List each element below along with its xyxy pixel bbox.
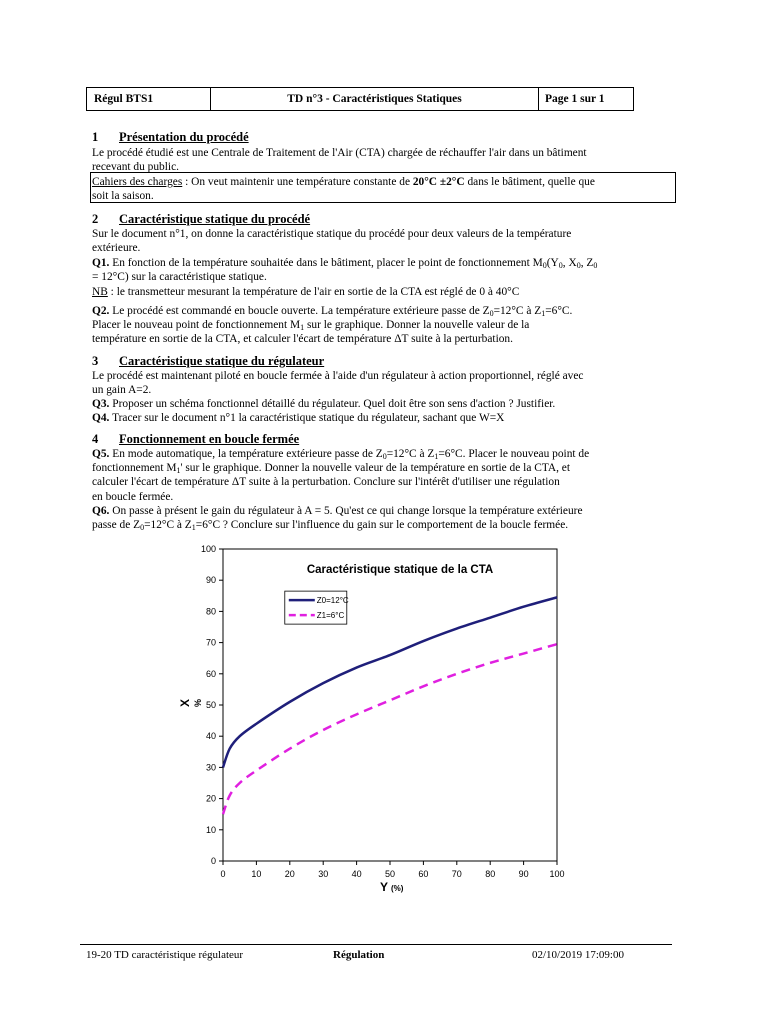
legend-label: Z0=12°C	[316, 596, 349, 606]
y-tick-label: 30	[205, 762, 216, 773]
section-2-intro: Sur le document n°1, on donne la caractéristique statique du procédé pour deux valeurs de la température extérieure.	[92, 228, 572, 255]
x-tick-label: 40	[351, 869, 362, 879]
y-axis-label: X	[178, 698, 192, 708]
section-3-intro: Le procédé est maintenant piloté en boucle fermée à l'aide d'un régulateur à action proportionnel, réglé avec un gain A=2.	[92, 370, 584, 397]
y-tick-label: 40	[205, 731, 216, 742]
chart-title: Caractéristique statique de la CTA	[306, 564, 494, 576]
section-1-intro: Le procédé étudié est une Centrale de Traitement de l'Air (CTA) chargée de réchauffer l'air dans un bâtiment recevant du public.	[92, 147, 587, 174]
section-3-heading: 3 Caractéristique statique du régulateur	[92, 354, 325, 368]
cta-static-characteristic-chart	[180, 540, 580, 910]
x-tick-label: 10	[251, 869, 262, 879]
y-tick-label: 60	[205, 668, 216, 679]
y-tick-label: 20	[205, 793, 216, 804]
x-tick-label: 60	[418, 869, 429, 879]
x-tick-label: 0	[220, 869, 226, 879]
x-tick-label: 30	[318, 869, 329, 879]
x-tick-label: 70	[451, 869, 462, 879]
y-axis-unit: %	[193, 698, 203, 708]
x-axis-unit: (%)	[391, 884, 404, 893]
x-tick-label: 20	[284, 869, 295, 879]
y-tick-label: 0	[210, 856, 216, 866]
header-title: TD n°3 - Caractéristiques Statiques	[211, 88, 539, 110]
section-1-heading: 1 Présentation du procédé	[92, 130, 249, 144]
y-tick-label: 100	[200, 544, 216, 554]
chart-legend	[285, 591, 349, 624]
x-axis-label: Y	[379, 880, 388, 894]
question-3: Q3. Proposer un schéma fonctionnel détaillé du régulateur. Quel doit être son sens d'action ? Justifier.	[92, 398, 556, 410]
header-table	[86, 87, 634, 111]
x-tick-label: 90	[518, 869, 529, 879]
x-tick-label: 50	[384, 869, 396, 879]
plot-area	[223, 549, 557, 861]
question-1: Q1. En fonction de la température souhaitée dans le bâtiment, placer le point de fonctionnement $M_0(Y_0$, $X_0$, $Z_0$ = 12°C) sur la caractéristique statique.	[92, 257, 598, 284]
y-tick-label: 80	[205, 606, 216, 617]
question-2: Q2. Le procédé est commandé en boucle ouverte. La température extérieure passe de $Z_0=12^\circ C$ à $Z_1=6^\circ C$. Placer le nouveau point de fonctionnement $M_1$ sur le graphique. Donner la nouvelle valeur de la température en sortie de la CTA, et calculer l'écart de température ΔT suite à la perturbation.	[92, 305, 573, 346]
y-tick-label: 50	[205, 700, 216, 710]
section-4-heading: 4 Fonctionnement en boucle fermée	[92, 432, 300, 446]
question-4: Q4. Tracer sur le document n°1 la caractéristique statique du régulateur, sachant que W=X	[92, 412, 505, 424]
nb-note: NB : le transmetteur mesurant la température de l'air en sortie de la CTA est réglé de 0 à 40°C	[92, 286, 520, 298]
y-tick-label: 90	[205, 575, 216, 586]
x-tick-label: 80	[485, 869, 496, 879]
chart-axes	[219, 549, 557, 865]
question-5: Q5. En mode automatique, la température extérieure passe de $Z_0=12^\circ C$ à $Z_1=6^\circ C$. Placer le nouveau point de fonctionnement $M_1'$ sur le graphique. Donner la nouvelle valeur de la température en sortie de la CTA, et calculer l'écart de température ΔT suite à la perturbation. Conclure sur l'intérêt d'utiliser une régulation en boucle fermée.	[92, 448, 590, 503]
y-tick-label: 10	[205, 824, 216, 835]
legend-label: Z1=6°C	[316, 611, 345, 621]
section-2-heading: 2 Caractéristique statique du procédé	[92, 212, 311, 226]
x-tick-label: 100	[549, 869, 565, 879]
footer-filename: 19-20 TD caractéristique régulateur	[86, 949, 244, 961]
header-course: Régul BTS1	[87, 88, 211, 110]
specifications-text: Cahiers des charges : On veut maintenir une température constante de 20°C ±2°C dans le bâtiment, quelle que soit la saison.	[92, 176, 595, 203]
question-6: Q6. On passe à présent le gain du régulateur à A = 5. Qu'est ce qui change lorsque la température extérieure passe de $Z_0=12^\circ C$ à $Z_1=6^\circ C$ ? Conclure sur l'influence du gain sur le comportement de la boucle fermée.	[92, 505, 583, 533]
header-page: Page 1 sur 1	[545, 92, 605, 105]
footer-subject: Régulation	[333, 949, 385, 961]
footer-rule	[80, 944, 672, 945]
y-tick-label: 70	[205, 637, 216, 648]
footer-date: 02/10/2019 17:09:00	[532, 949, 624, 961]
